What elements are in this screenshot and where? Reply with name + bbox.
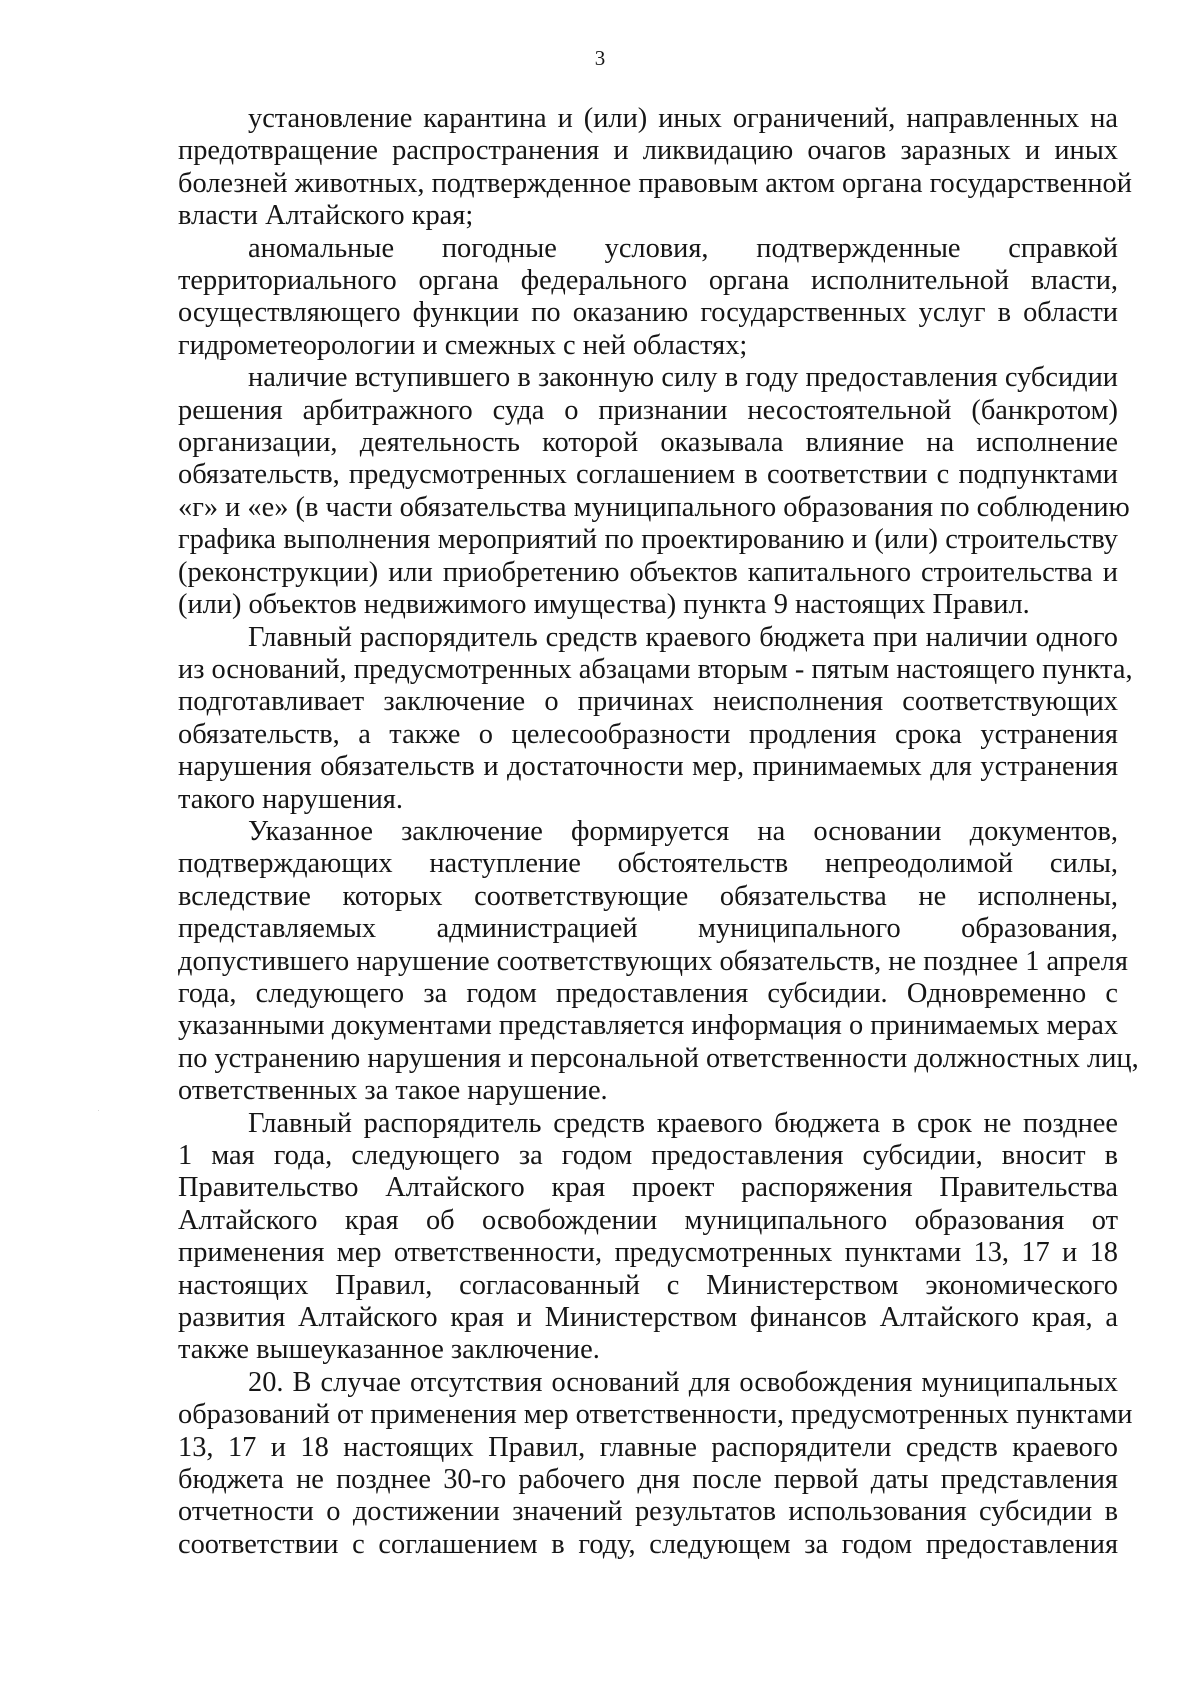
text-line: Главный распорядитель средств краевого бюджета в срок не позднее — [248, 1107, 1118, 1139]
text-line: такого нарушения. — [178, 783, 403, 815]
text-line: «г» и «е» (в части обязательства муниципального образования по соблюдению — [178, 491, 1130, 523]
paragraph-conclusion-basis — [178, 815, 1139, 1108]
text-line: ответственных за такое нарушение. — [178, 1075, 608, 1107]
text-line: (или) объектов недвижимого имущества) пункта 9 настоящих Правил. — [178, 589, 1030, 621]
paragraph-government-submission — [178, 1108, 1118, 1367]
text-line: 1 мая года, следующего за годом предоставления субсидии, вносит в — [178, 1140, 1118, 1171]
text-line: подтверждающих наступление обстоятельств непреодолимой силы, — [178, 848, 1118, 880]
text-line: отчетности о достижении значений результатов использования субсидии в — [178, 1496, 1118, 1528]
text-line: Главный распорядитель средств краевого бюджета при наличии одного — [248, 621, 1118, 653]
text-line: также вышеуказанное заключение. — [178, 1334, 600, 1366]
text-line: обязательств, предусмотренных соглашением в соответствии с подпунктами — [178, 459, 1118, 491]
text-line: наличие вступившего в законную силу в году предоставления субсидии — [248, 362, 1118, 394]
text-line: года, следующего за годом предоставления субсидии. Одновременно с — [178, 977, 1118, 1009]
text-line: графика выполнения мероприятий по проектированию и (или) строительству — [178, 524, 1118, 556]
text-line: предотвращение распространения и ликвидацию очагов заразных и иных — [178, 135, 1118, 167]
paragraph-point-20 — [178, 1366, 1133, 1561]
paragraph-arbitration — [178, 362, 1130, 621]
text-line: нарушения обязательств и достаточности мер, принимаемых для устранения — [178, 751, 1118, 783]
text-line: территориального органа федерального органа исполнительной власти, — [178, 265, 1118, 297]
text-line: обязательств, а также о целесообразности продления срока устранения — [178, 718, 1118, 750]
text-line: 20. В случае отсутствия оснований для освобождения муниципальных — [248, 1366, 1118, 1398]
text-line: из оснований, предусмотренных абзацами вторым - пятым настоящего пункта, — [178, 653, 1133, 685]
text-line: гидрометеорологии и смежных с ней областях; — [178, 329, 748, 361]
text-line: подготавливает заключение о причинах неисполнения соответствующих — [178, 686, 1118, 718]
page-number: 3 — [594, 46, 606, 70]
text-line: по устранению нарушения и персональной ответственности должностных лиц, — [178, 1042, 1139, 1074]
text-line: решения арбитражного суда о признании несостоятельной (банкротом) — [178, 394, 1118, 426]
paragraph-weather — [178, 233, 1118, 363]
text-line: бюджета не позднее 30-го рабочего дня после первой даты представления — [178, 1464, 1118, 1496]
document-body — [178, 103, 1139, 1561]
paragraph-conclusion-preparation — [178, 621, 1133, 816]
text-line: Указанное заключение формируется на основании документов, — [248, 815, 1118, 847]
text-line: допустившего нарушение соответствующих обязательств, не позднее 1 апреля — [178, 945, 1128, 977]
text-line: аномальные погодные условия, подтвержденные справкой — [248, 232, 1118, 264]
scan-artifact — [98, 1110, 99, 1111]
text-line: 13, 17 и 18 настоящих Правил, главные распорядители средств краевого — [178, 1431, 1118, 1463]
text-line: власти Алтайского края; — [178, 200, 474, 232]
text-line: (реконструкции) или приобретению объектов капитального строительства и — [178, 556, 1118, 588]
text-line: указанными документами представляется информация о принимаемых мерах — [178, 1010, 1119, 1042]
text-line: организации, деятельность которой оказывала влияние на исполнение — [178, 427, 1118, 459]
text-line: Правительство Алтайского края проект распоряжения Правительства — [178, 1172, 1118, 1204]
text-line: представляемых администрацией муниципального образования, — [178, 913, 1118, 945]
text-line: образований от применения мер ответственности, предусмотренных пунктами — [178, 1399, 1133, 1431]
text-line: развития Алтайского края и Министерством финансов Алтайского края, а — [178, 1302, 1118, 1334]
text-line: установление карантина и (или) иных ограничений, направленных на — [248, 103, 1118, 134]
paragraph-quarantine — [178, 103, 1132, 233]
text-line: соответствии с соглашением в году, следующем за годом предоставления — [178, 1528, 1118, 1560]
text-line: болезней животных, подтвержденное правовым актом органа государственной — [178, 167, 1132, 199]
text-line: вследствие которых соответствующие обязательства не исполнены, — [178, 880, 1118, 912]
text-line: осуществляющего функции по оказанию государственных услуг в области — [178, 297, 1118, 329]
text-line: настоящих Правил, согласованный с Министерством экономического — [178, 1269, 1118, 1301]
text-line: применения мер ответственности, предусмотренных пунктами 13, 17 и 18 — [178, 1237, 1118, 1269]
text-line: Алтайского края об освобождении муниципального образования от — [178, 1204, 1118, 1236]
